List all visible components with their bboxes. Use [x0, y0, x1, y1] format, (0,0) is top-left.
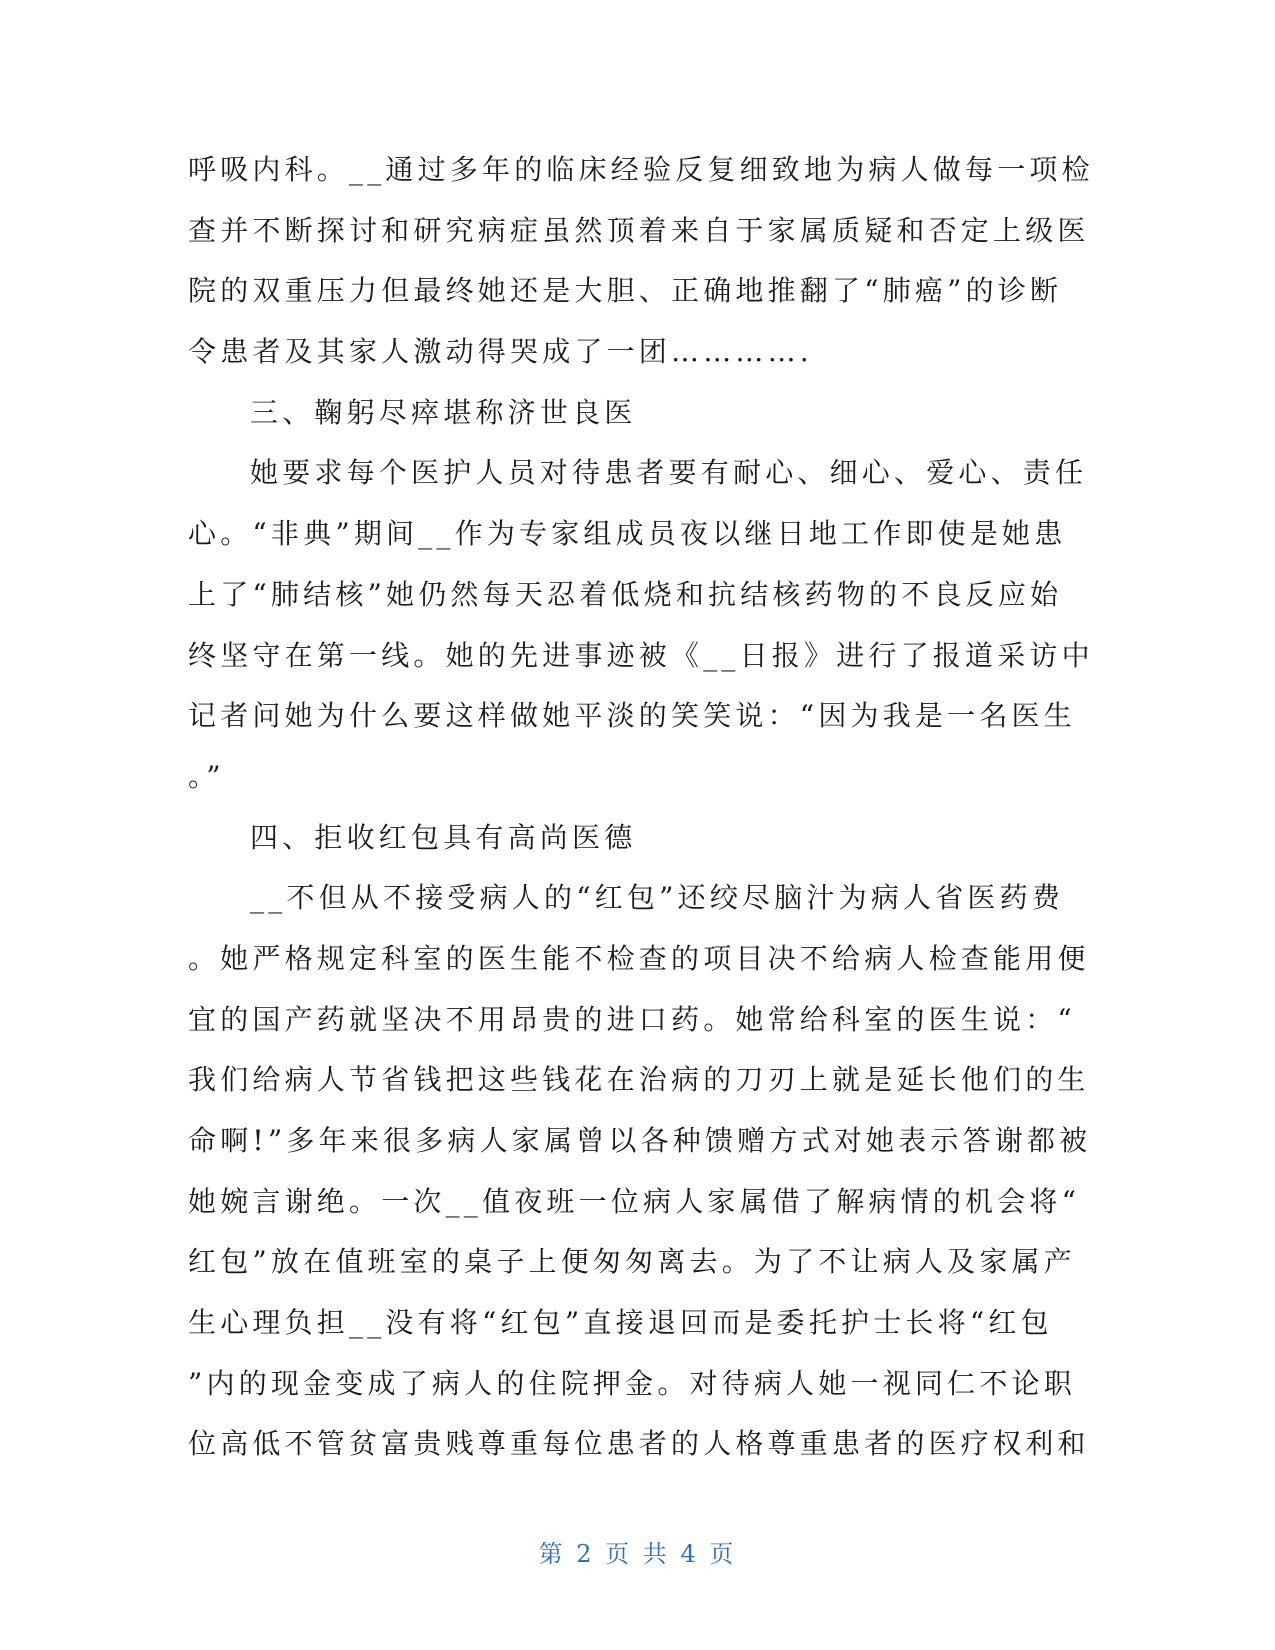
text-line: 上了“肺结核”她仍然每天忍着低烧和抗结核药物的不良反应始 [188, 577, 1063, 611]
text-line: 心。“非典”期间__作为专家组成员夜以继日地工作即使是她患 [188, 517, 1067, 551]
text-line: ”内的现金变成了病人的住院押金。对待病人她一视同仁不论职 [188, 1366, 1076, 1400]
text-line: 呼吸内科。__通过多年的临床经验反复细致地为病人做每一项检 [188, 153, 1094, 186]
text-line: 令患者及其家人激动得哭成了一团…………. [188, 335, 813, 369]
text-line: 记者问她为什么要这样做她平淡的笑笑说：“因为我是一名医生 [188, 699, 1076, 733]
section-heading: 四、拒收红包具有高尚医德 [250, 820, 637, 854]
body-text [188, 140, 1094, 1475]
text-line: 她婉言谢绝。一次__值夜班一位病人家属借了解病情的机会将“ [188, 1184, 1081, 1218]
text-line: 位高低不管贫富贵贱尊重每位患者的人格尊重患者的医疗权利和 [188, 1427, 1090, 1461]
text-line: 我们给病人节省钱把这些钱花在治病的刀刃上就是延长他们的生 [188, 1063, 1090, 1097]
text-line: 。” [188, 759, 225, 793]
text-line: 院的双重压力但最终她还是大胆、正确地推翻了“肺癌”的诊断 [188, 274, 1063, 308]
text-line: __不但从不接受病人的“红包”还绞尽脑汁为病人省医药费 [250, 881, 1065, 915]
section-heading: 三、鞠躬尽瘁堪称济世良医 [250, 395, 637, 429]
page-number-footer: 第 2 页 共 4 页 [538, 1540, 737, 1568]
text-line: 她要求每个医护人员对待患者要有耐心、细心、爱心、责任 [250, 456, 1088, 490]
text-line: 命啊!”多年来很多病人家属曾以各种馈赠方式对她表示答谢都被 [188, 1124, 1092, 1157]
text-line: 生心理负担__没有将“红包”直接退回而是委托护士长将“红包 [188, 1306, 1053, 1340]
text-line: 红包”放在值班室的桌子上便匆匆离去。为了不让病人及家属产 [188, 1245, 1076, 1279]
text-line: 查并不断探讨和研究病症虽然顶着来自于家属质疑和否定上级医 [188, 213, 1090, 247]
text-line: 。她严格规定科室的医生能不检查的项目决不给病人检查能用便 [188, 941, 1090, 975]
text-line: 终坚守在第一线。她的先进事迹被《__日报》进行了报道采访中 [188, 638, 1094, 672]
text-line: 宜的国产药就坚决不用昂贵的进口药。她常给科室的医生说：“ [188, 1002, 1076, 1036]
